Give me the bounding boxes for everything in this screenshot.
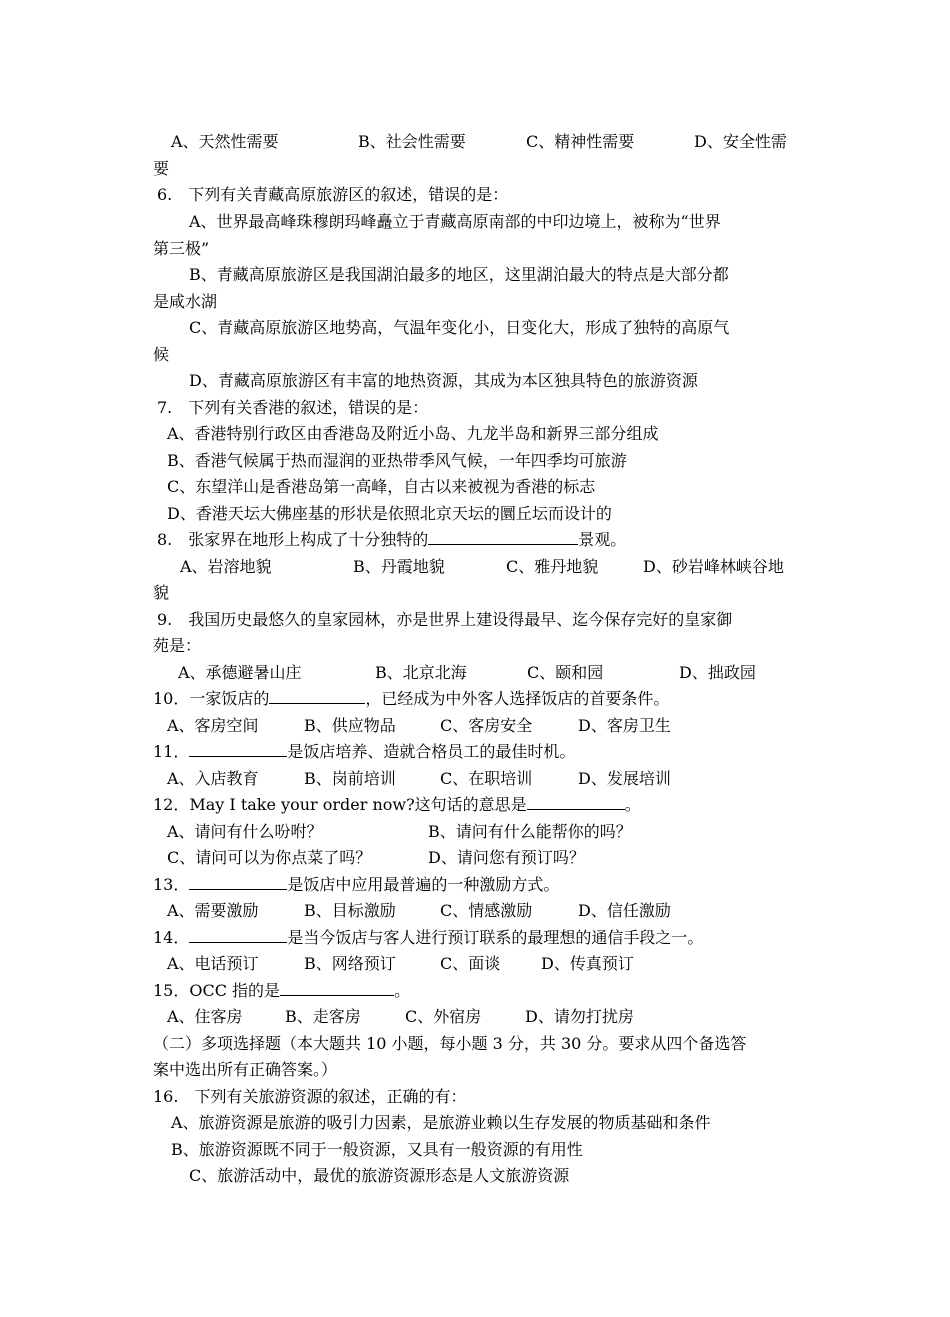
q13-option-b-line — [304, 900, 396, 922]
q13-option-a-line — [167, 900, 259, 922]
q9-option-d-line — [679, 662, 756, 684]
q9-option-c: C、颐和园 — [527, 663, 604, 682]
answer-blank — [428, 529, 578, 545]
q5-option-b-line — [358, 131, 466, 153]
q15-option-d-line — [525, 1006, 634, 1028]
answer-blank — [269, 688, 365, 704]
q13-option-d-line — [578, 900, 671, 922]
q8-option-d-line — [643, 556, 784, 578]
q6-option-a: A、世界最高峰珠穆朗玛峰矗立于青藏高原南部的中印边境上，被称为“世界 — [189, 212, 721, 231]
q9-option-b: B、北京北海 — [375, 663, 467, 682]
q13-option-a: A、需要激励 — [167, 901, 259, 920]
q10-option-d: D、客房卫生 — [578, 716, 671, 735]
q14-option-a: A、电话预订 — [167, 954, 259, 973]
q8-option-d: D、砂岩峰林峡谷地 — [643, 557, 784, 576]
q8-option-a-line — [180, 556, 272, 578]
q15-stem: 15．OCC 指的是 。 — [153, 981, 411, 1000]
q7-stem: 7. 下列有关香港的叙述，错误的是： — [157, 398, 429, 417]
q13-option-d: D、信任激励 — [578, 901, 671, 920]
q5-option-d-line — [694, 131, 787, 153]
q13-option-b: B、目标激励 — [304, 901, 396, 920]
q12-option-c-line — [167, 847, 371, 869]
answer-blank — [189, 927, 287, 943]
q10-option-a: A、客房空间 — [167, 716, 259, 735]
q12-option-d: D、请问您有预订吗？ — [428, 848, 585, 867]
q12-option-a: A、请问有什么吩咐？ — [167, 822, 323, 841]
q8-option-b: B、丹霞地貌 — [353, 557, 445, 576]
q15-option-a: A、住客房 — [167, 1007, 243, 1026]
q9-stem: 9. 我国历史最悠久的皇家园林，亦是世界上建设得最早、迄今保存完好的皇家御 — [157, 610, 733, 629]
q6-stem: 6. 下列有关青藏高原旅游区的叙述，错误的是： — [157, 185, 509, 204]
q12-option-b: B、请问有什么能帮你的吗？ — [428, 822, 632, 841]
q16-option-a: A、旅游资源是旅游的吸引力因素，是旅游业赖以生存发展的物质基础和条件 — [171, 1113, 711, 1132]
q14-option-d-line — [541, 953, 634, 975]
q14-option-d: D、传真预订 — [541, 954, 634, 973]
q13-stem: 13． 是饭店中应用最普遍的一种激励方式。 — [153, 875, 560, 894]
answer-blank — [527, 794, 625, 810]
q9-option-b-line — [375, 662, 467, 684]
q14-option-c: C、面谈 — [440, 954, 501, 973]
q15-option-c: C、外宿房 — [405, 1007, 482, 1026]
q7-option-b: B、香港气候属于热而湿润的亚热带季风气候，一年四季均可旅游 — [167, 451, 627, 470]
q11-option-d: D、发展培训 — [578, 769, 671, 788]
q5-option-c-line — [526, 131, 634, 153]
q6-option-b-wrap: 是咸水湖 — [153, 292, 218, 311]
q6-option-d: D、青藏高原旅游区有丰富的地热资源，其成为本区独具特色的旅游资源 — [189, 371, 698, 390]
q5-option-d: D、安全性需 — [694, 132, 787, 151]
q7-option-c: C、东望洋山是香港岛第一高峰，自古以来被视为香港的标志 — [167, 477, 596, 496]
q16-stem: 16. 下列有关旅游资源的叙述，正确的有： — [153, 1087, 467, 1106]
q8-wrap: 貌 — [153, 583, 170, 602]
q12-option-d-line — [428, 847, 585, 869]
q12-option-a-line — [167, 821, 323, 843]
section-heading-wrap: 案中选出所有正确答案。） — [153, 1060, 338, 1079]
q11-option-a-line — [167, 768, 259, 790]
q9-option-a: A、承德避暑山庄 — [178, 663, 302, 682]
q11-option-b-line — [304, 768, 396, 790]
answer-blank — [280, 980, 394, 996]
q5-option-a: A、天然性需要 — [171, 132, 279, 151]
q5-option-b: B、社会性需要 — [358, 132, 466, 151]
q11-option-b: B、岗前培训 — [304, 769, 396, 788]
q11-option-c-line — [440, 768, 532, 790]
q6-option-c-wrap: 候 — [153, 345, 170, 364]
q9-option-c-line — [527, 662, 603, 684]
q13-option-c: C、情感激励 — [440, 901, 533, 920]
q5-wrap: 要 — [153, 159, 170, 178]
q6-option-c: C、青藏高原旅游区地势高，气温年变化小，日变化大，形成了独特的高原气 — [189, 318, 730, 337]
q10-option-c: C、客房安全 — [440, 716, 533, 735]
q11-option-c: C、在职培训 — [440, 769, 533, 788]
q10-option-b-line — [304, 715, 396, 737]
q8-option-c-line — [506, 556, 598, 578]
q11-stem: 11． 是饭店培养、造就合格员工的最佳时机。 — [153, 742, 576, 761]
answer-blank — [189, 874, 287, 890]
q5-option-c: C、精神性需要 — [526, 132, 635, 151]
q6-option-b: B、青藏高原旅游区是我国湖泊最多的地区，这里湖泊最大的特点是大部分都 — [189, 265, 729, 284]
q15-option-a-line — [167, 1006, 243, 1028]
q11-option-d-line — [578, 768, 671, 790]
q8-option-c: C、雅丹地貌 — [506, 557, 599, 576]
section-heading: （二）多项选择题（本大题共 10 小题，每小题 3 分，共 30 分。要求从四个备选答 — [153, 1034, 747, 1053]
q10-stem: 10．一家饭店的 ，已经成为中外客人选择饭店的首要条件。 — [153, 689, 670, 708]
q14-stem: 14． 是当今饭店与客人进行预订联系的最理想的通信手段之一。 — [153, 928, 704, 947]
q14-option-b: B、网络预订 — [304, 954, 396, 973]
q14-option-b-line — [304, 953, 396, 975]
q6-option-a-wrap: 第三极” — [153, 239, 210, 258]
q10-option-a-line — [167, 715, 259, 737]
q14-option-a-line — [167, 953, 259, 975]
q10-option-d-line — [578, 715, 671, 737]
q10-option-c-line — [440, 715, 532, 737]
q9-option-a-line — [178, 662, 302, 684]
q12-stem: 12．May I take your order now?这句话的意思是 。 — [153, 795, 641, 814]
q8-option-a: A、岩溶地貌 — [180, 557, 272, 576]
q13-option-c-line — [440, 900, 532, 922]
q11-option-a: A、入店教育 — [167, 769, 259, 788]
q14-option-c-line — [440, 953, 500, 975]
q15-option-c-line — [405, 1006, 481, 1028]
q9-stem-wrap: 苑是： — [153, 636, 202, 655]
q15-option-b: B、走客房 — [285, 1007, 361, 1026]
q9-option-d: D、拙政园 — [679, 663, 756, 682]
q12-option-b-line — [428, 821, 632, 843]
q15-option-b-line — [285, 1006, 361, 1028]
answer-blank — [189, 741, 287, 757]
q16-option-c: C、旅游活动中，最优的旅游资源形态是人文旅游资源 — [189, 1166, 570, 1185]
q7-option-a: A、香港特别行政区由香港岛及附近小岛、九龙半岛和新界三部分组成 — [167, 424, 659, 443]
q8-stem: 8. 张家界在地形上构成了十分独特的 景观。 — [157, 530, 627, 549]
q16-option-b: B、旅游资源既不同于一般资源，又具有一般资源的有用性 — [171, 1140, 583, 1159]
q7-option-d: D、香港天坛大佛座基的形状是依照北京天坛的圜丘坛而设计的 — [167, 504, 612, 523]
q12-option-c: C、请问可以为你点菜了吗？ — [167, 848, 372, 867]
q8-option-b-line — [353, 556, 445, 578]
q5-options-line — [171, 131, 279, 153]
q15-option-d: D、请勿打扰房 — [525, 1007, 634, 1026]
q10-option-b: B、供应物品 — [304, 716, 396, 735]
